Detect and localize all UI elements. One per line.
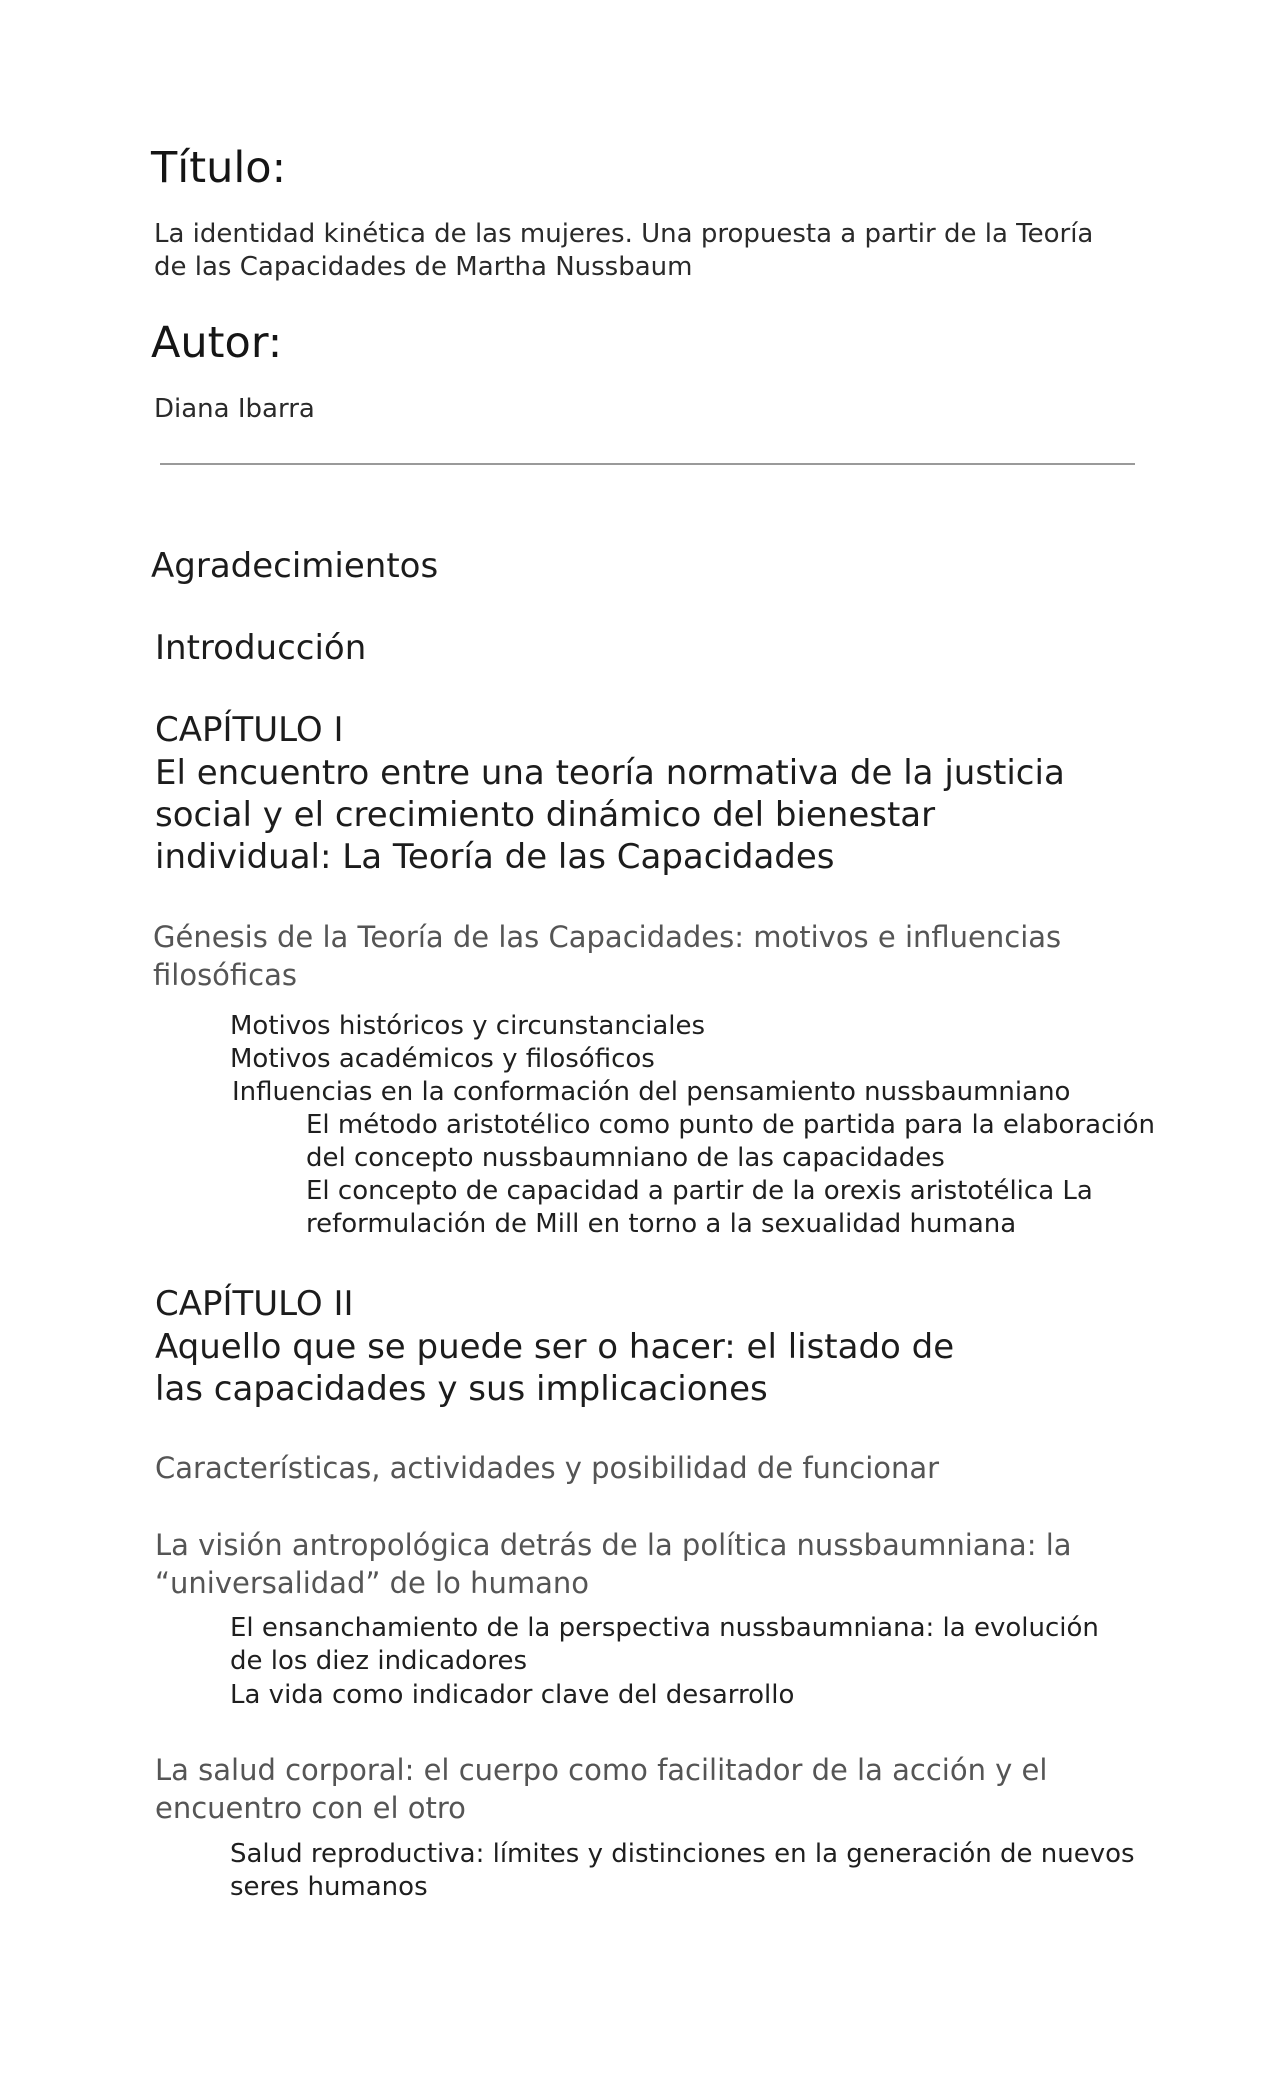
toc-chapter-2-section-3-subsection-1[interactable]: Salud reproductiva: límites y distinciones en la generación de nuevos seres humanos: [230, 1839, 1135, 1902]
toc-chapter-1-title[interactable]: El encuentro entre una teoría normativa de la justicia social y el crecimiento dinámico del bienestar individual: La Teoría de las Capacidades: [155, 753, 1065, 877]
title-value: La identidad kinética de las mujeres. Una propuesta a partir de la Teoría de las Capacidades de Martha Nussbaum: [154, 219, 1094, 282]
toc-chapter-2-section-2-subsection-1[interactable]: El ensanchamiento de la perspectiva nussbaumniana: la evolución de los diez indicadores: [230, 1613, 1099, 1676]
toc-chapter-1-subsection-3[interactable]: Influencias en la conformación del pensamiento nussbaumniano: [232, 1077, 1071, 1107]
toc-chapter-1-subsubsection-2[interactable]: El concepto de capacidad a partir de la orexis aristotélica La reformulación de Mill en torno a la sexualidad humana: [306, 1176, 1093, 1239]
toc-chapter-2-section-2[interactable]: La visión antropológica detrás de la política nussbaumniana: la “universalidad” de lo humano: [155, 1528, 1072, 1600]
toc-chapter-1-subsection-1[interactable]: Motivos históricos y circunstanciales: [230, 1011, 706, 1041]
toc-chapter-2-title[interactable]: Aquello que se puede ser o hacer: el listado de las capacidades y sus implicaciones: [155, 1327, 955, 1409]
toc-chapter-2-section-3[interactable]: La salud corporal: el cuerpo como facilitador de la acción y el encuentro con el otro: [155, 1753, 1048, 1825]
toc-chapter-1-subsection-2[interactable]: Motivos académicos y filosóficos: [230, 1044, 655, 1074]
title-label: Título:: [151, 143, 287, 193]
toc-chapter-1-number[interactable]: CAPÍTULO I: [155, 710, 344, 750]
author-label: Autor:: [151, 318, 283, 368]
toc-chapter-2-section-2-subsection-2[interactable]: La vida como indicador clave del desarrollo: [230, 1680, 795, 1710]
toc-chapter-2-section-1[interactable]: Características, actividades y posibilidad de funcionar: [155, 1451, 940, 1485]
divider-line: [160, 463, 1135, 465]
toc-chapter-1-subsubsection-1[interactable]: El método aristotélico como punto de partida para la elaboración del concepto nussbaumniano de las capacidades: [306, 1110, 1155, 1173]
author-value: Diana Ibarra: [154, 394, 315, 424]
toc-agradecimientos[interactable]: Agradecimientos: [151, 546, 439, 586]
toc-chapter-1-section-1[interactable]: Génesis de la Teoría de las Capacidades: motivos e influencias filosóficas: [153, 920, 1062, 992]
toc-chapter-2-number[interactable]: CAPÍTULO II: [155, 1284, 354, 1324]
toc-introduccion[interactable]: Introducción: [155, 628, 367, 668]
